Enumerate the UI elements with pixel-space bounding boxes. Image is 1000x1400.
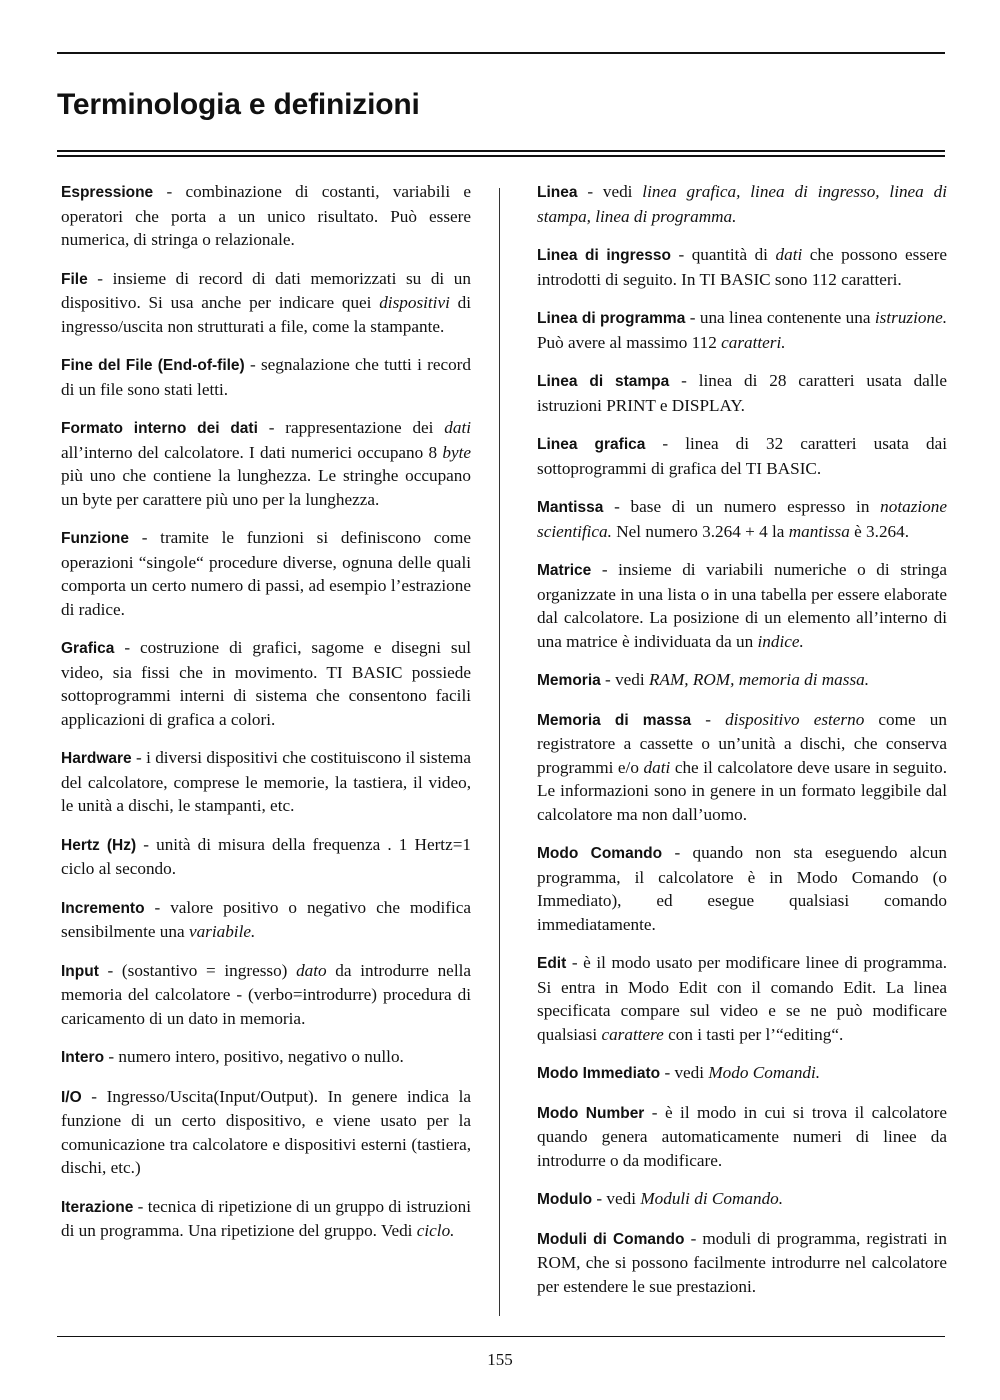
glossary-entry <box>61 526 471 621</box>
glossary-definition: - valore positivo o negativo che modifica sensibilmente una variabile. <box>61 897 471 941</box>
glossary-definition: - quando non sta eseguendo alcun programma, il calcolatore è in Modo Comando (o Immediato), ed esegue qualsiasi comando immediatamente. <box>537 843 947 934</box>
glossary-definition: - vedi linea grafica, linea di ingresso, linea di stampa, linea di programma. <box>537 182 947 226</box>
glossary-term: Mantissa <box>537 499 604 516</box>
glossary-definition: - linea di 28 caratteri usata dalle istruzioni PRINT e DISPLAY. <box>537 371 947 415</box>
glossary-definition: - moduli di programma, registrati in ROM, che si possono facilmente introdurre nel calcolatore per estendere le sue prestazioni. <box>537 1228 947 1296</box>
glossary-entry <box>537 558 947 653</box>
title-rule-upper <box>57 150 945 152</box>
glossary-term: Linea <box>537 184 578 201</box>
glossary-entry <box>61 180 471 252</box>
glossary-term: Espressione <box>61 184 154 201</box>
glossary-term: Modulo <box>537 1191 593 1208</box>
glossary-definition: - è il modo in cui si trova il calcolatore quando genera automaticamente numeri di linee da introdurre o da modificare. <box>537 1102 947 1170</box>
glossary-definition: - è il modo usato per modificare linee di programma. Si entra in Modo Edit con il comando Edit. La linea specificata compare sul video e se ne può modificare qualsiasi carattere con i tasti per l’“editing“. <box>537 953 947 1044</box>
glossary-definition: - unità di misura della frequenza . 1 Hertz=1 ciclo al secondo. <box>61 834 471 878</box>
glossary-entry <box>61 1195 471 1243</box>
glossary-entry <box>61 1085 471 1180</box>
page-title: Terminologia e definizioni <box>57 88 420 121</box>
glossary-definition: - tecnica di ripetizione di un gruppo di istruzioni di un programma. Una ripetizione del gruppo. Vedi ciclo. <box>61 1196 471 1240</box>
glossary-definition: - numero intero, positivo, negativo o nullo. <box>104 1047 404 1066</box>
glossary-definition: - tramite le funzioni si definiscono come operazioni “singole“ procedure diverse, ognuna delle quali comporta un certo numero di passi, ad esempio l’estrazione di radice. <box>61 528 471 619</box>
glossary-term: Linea di ingresso <box>537 247 671 264</box>
glossary-term: Edit <box>537 955 567 972</box>
title-rule-lower <box>57 155 945 157</box>
glossary-term: I/O <box>61 1088 82 1106</box>
glossary-entry <box>61 636 471 731</box>
glossary-entry <box>61 267 471 339</box>
glossary-definition: - quantità di dati che possono essere introdotti di seguito. In TI BASIC sono 112 caratteri. <box>537 245 948 289</box>
glossary-entry <box>61 416 471 511</box>
bottom-rule <box>57 1336 945 1337</box>
glossary-term: Iterazione <box>61 1198 134 1216</box>
glossary-entry <box>61 353 471 401</box>
glossary-definition: - combinazione di costanti, variabili e operatori che porta a un unico risultato. Può essere numerica, di stringa o relazionale. <box>61 182 471 249</box>
glossary-term: Incremento <box>61 899 145 917</box>
glossary-term: Moduli di Comando <box>537 1230 685 1248</box>
glossary-definition: - rappresentazione dei dati all’interno del calcolatore. I dati numerici occupano 8 byte più uno che contiene la lunghezza. Le stringhe occupano un byte per carattere più uno per la lunghezza. <box>61 418 471 509</box>
glossary-definition: - dispositivo esterno come un registratore a cassette o un’unità a dischi, che conserva programmi e/o dati che il calcolatore deve usare in seguito. Le informazioni sono in genere in un formato leggibile dal calcolatore ma non dall’uomo. <box>537 709 947 824</box>
glossary-term: Input <box>61 962 99 980</box>
top-rule <box>57 52 945 54</box>
glossary-term: Matrice <box>537 562 592 579</box>
glossary-term: Funzione <box>61 530 130 547</box>
glossary-term: Linea di programma <box>537 310 686 327</box>
glossary-definition: - Ingresso/Uscita(Input/Output). In genere indica la funzione di un certo dispositivo, e viene usato per la comunicazione tra calcolatore e dispositivi esterni (tastiera, dischi, etc.) <box>61 1086 471 1177</box>
glossary-definition: - insieme di variabili numeriche o di stringa organizzate in una lista o in una tabella per essere elaborate dal calcolatore. La posizione di un elemento all’interno di una matrice è individuata da un indice. <box>537 560 947 651</box>
glossary-term: Fine del File (End-of-file) <box>61 357 245 374</box>
glossary-entry <box>537 708 947 827</box>
glossary-entry <box>61 1045 471 1070</box>
glossary-definition: - base di un numero espresso in notazione scientifica. Nel numero 3.264 + 4 la mantissa è 3.264. <box>537 497 947 541</box>
glossary-entry <box>537 495 947 543</box>
glossary-term: Modo Number <box>537 1104 645 1122</box>
glossary-entry <box>537 243 947 291</box>
right-column <box>537 180 947 1313</box>
glossary-definition: - costruzione di grafici, sagome e disegni sul video, sia fissi che in movimento. TI BASIC possiede sottoprogrammi interni di sistema che consentono facili applicazioni di grafica a colori. <box>61 638 471 729</box>
glossary-term: Hertz (Hz) <box>61 836 137 854</box>
page-number: 155 <box>487 1350 513 1369</box>
glossary-entry <box>537 432 947 480</box>
glossary-definition: - insieme di record di dati memorizzati su di un dispositivo. Si usa anche per indicare quei dispositivi di ingresso/uscita non strutturati a file, come la stampante. <box>61 268 471 336</box>
glossary-definition: - i diversi dispositivi che costituiscono il sistema del calcolatore, comprese le memorie, la tastiera, il video, le unità a dischi, le stampanti, etc. <box>61 748 471 815</box>
glossary-entry <box>61 746 471 818</box>
glossary-entry <box>537 668 947 693</box>
glossary-entry <box>537 1187 947 1212</box>
glossary-definition: - vedi Modo Comandi. <box>660 1063 821 1082</box>
glossary-entry <box>61 959 471 1031</box>
glossary-term: Memoria di massa <box>537 711 692 729</box>
glossary-term: Modo Immediato <box>537 1065 661 1082</box>
glossary-entry <box>537 841 947 936</box>
column-divider <box>499 188 500 1316</box>
glossary-term: Formato interno dei dati <box>61 420 258 437</box>
glossary-definition: - vedi RAM, ROM, memoria di massa. <box>600 670 870 689</box>
glossary-entry <box>537 1227 947 1299</box>
glossary-term: Memoria <box>537 672 601 689</box>
glossary-term: Modo Comando <box>537 845 663 862</box>
glossary-entry <box>537 1101 947 1173</box>
glossary-term: Hardware <box>61 750 132 767</box>
glossary-term: File <box>61 270 88 288</box>
glossary-definition: - linea di 32 caratteri usata dai sottoprogrammi di grafica del TI BASIC. <box>537 434 947 478</box>
glossary-entry <box>61 896 471 944</box>
glossary-entry <box>537 951 947 1046</box>
left-column <box>61 180 471 1258</box>
glossary-term: Intero <box>61 1049 105 1066</box>
glossary-term: Grafica <box>61 640 115 657</box>
glossary-entry <box>537 369 947 417</box>
glossary-entry <box>537 306 947 354</box>
glossary-definition: - (sostantivo = ingresso) dato da introdurre nella memoria del calcolatore - (verbo=introdurre) procedura di caricamento di un dato in memoria. <box>61 960 471 1028</box>
glossary-entry <box>537 180 947 228</box>
glossary-term: Linea grafica <box>537 436 646 453</box>
glossary-term: Linea di stampa <box>537 373 670 390</box>
glossary-definition: - vedi Moduli di Comando. <box>592 1189 784 1208</box>
glossary-definition: - una linea contenente una istruzione. Può avere al massimo 112 caratteri. <box>537 308 947 352</box>
glossary-entry <box>537 1061 947 1086</box>
glossary-definition: - segnalazione che tutti i record di un file sono stati letti. <box>61 355 472 399</box>
glossary-entry <box>61 833 471 881</box>
